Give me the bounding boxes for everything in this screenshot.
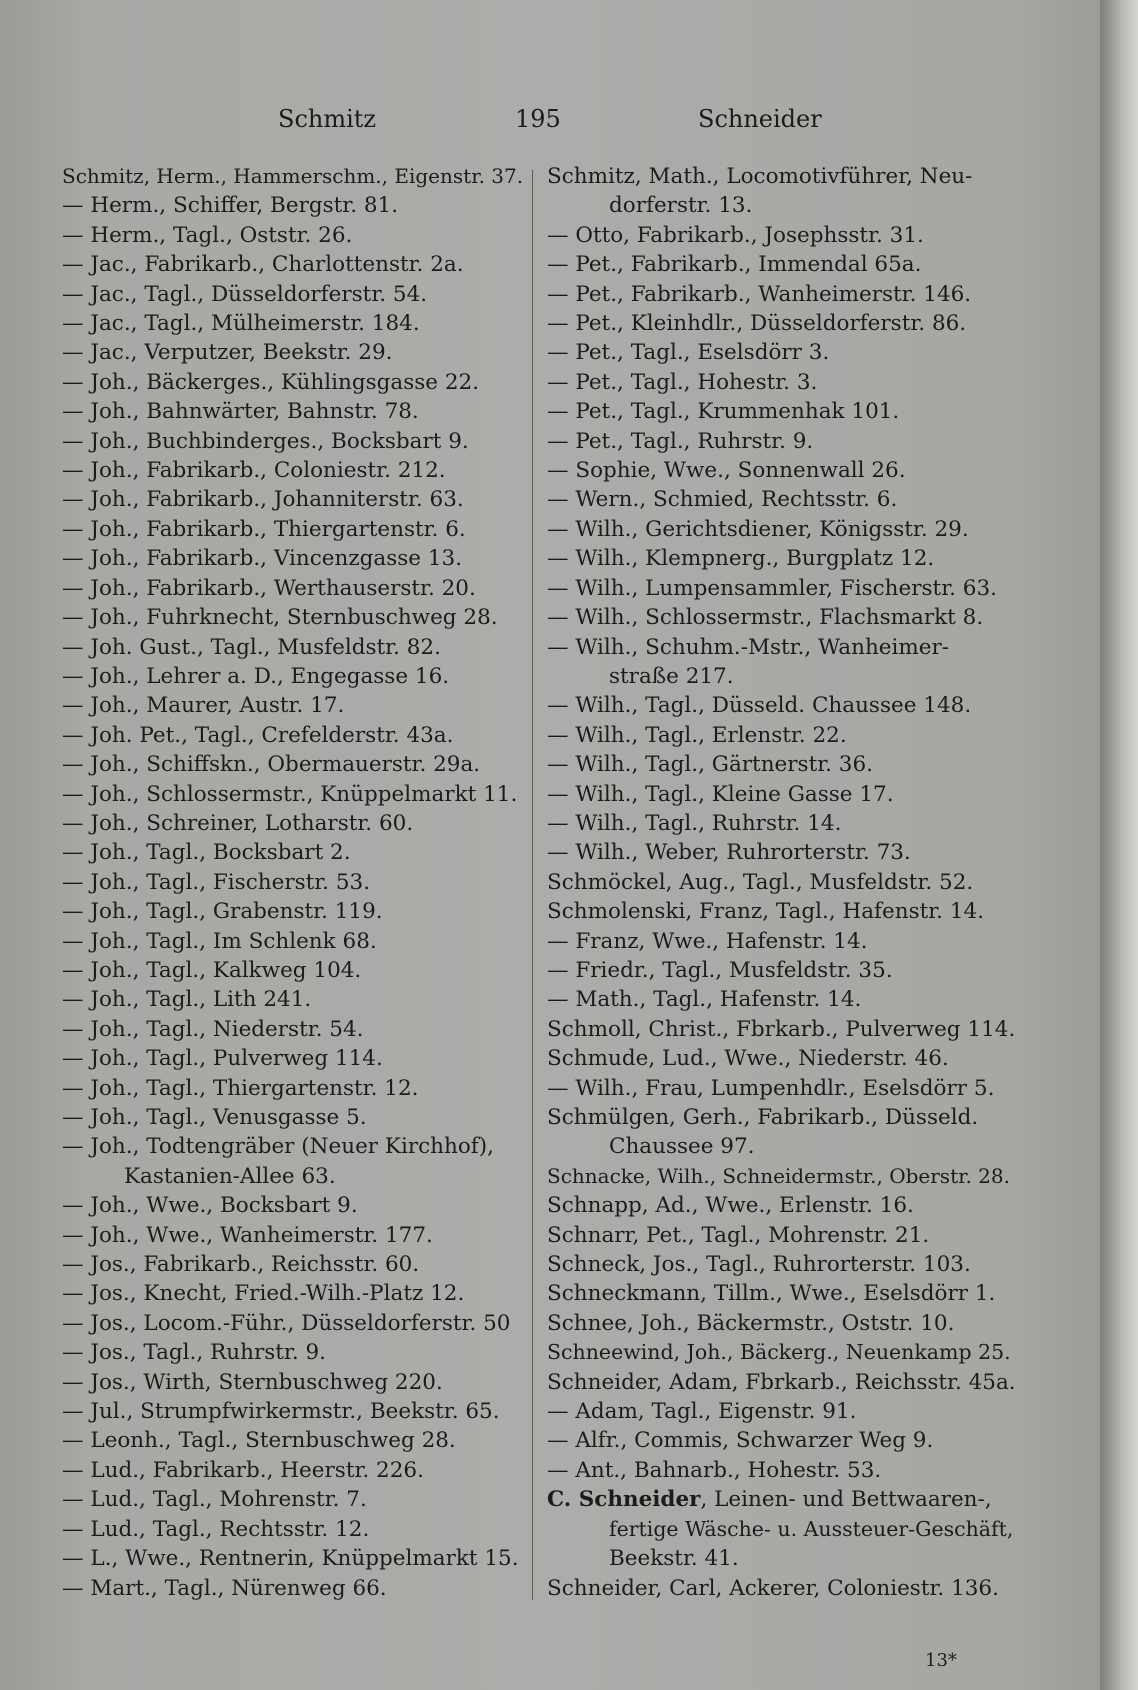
directory-entry: — Lud., Fabrikarb., Heerstr. 226. [62,1457,424,1483]
directory-entry: — Leonh., Tagl., Sternbuschweg 28. [62,1428,456,1454]
directory-entry: — Jos., Tagl., Ruhrstr. 9. [62,1340,326,1366]
directory-entry: — Joh., Tagl., Grabenstr. 119. [62,899,383,925]
directory-entry: — Joh., Fabrikarb., Vincenzgasse 13. [62,546,463,572]
directory-entry: Kastanien-Allee 63. [124,1163,336,1189]
directory-entry: — Jos., Fabrikarb., Reichsstr. 60. [62,1252,420,1278]
directory-entry: — Joh., Schreiner, Lotharstr. 60. [62,810,414,836]
directory-entry: — Jac., Fabrikarb., Charlottenstr. 2a. [62,252,464,278]
directory-entry: — Wilh., Schlossermstr., Flachsmarkt 8. [547,605,984,631]
directory-entry: — Joh. Pet., Tagl., Crefelderstr. 43a. [62,722,454,748]
directory-entry: Schmude, Lud., Wwe., Niederstr. 46. [547,1046,949,1072]
directory-entry: Schnee, Joh., Bäckermstr., Oststr. 10. [547,1310,955,1336]
directory-entry: Schneider, Adam, Fbrkarb., Reichsstr. 45a. [547,1369,1016,1395]
right-column [547,162,1017,1603]
directory-entry: — Wilh., Schuhm.-Mstr., Wanheimer- [547,634,950,660]
directory-entry: — Franz, Wwe., Hafenstr. 14. [547,928,868,954]
directory-entry: — Ant., Bahnarb., Hohestr. 53. [547,1457,882,1483]
directory-entry: — Joh., Tagl., Pulverweg 114. [62,1046,383,1072]
directory-entry: — Sophie, Wwe., Sonnenwall 26. [547,458,906,484]
directory-entry: — Otto, Fabrikarb., Josephsstr. 31. [547,222,924,248]
directory-entry: Schmitz, Herm., Hammerschm., Eigenstr. 37. [62,164,524,188]
directory-entry: — Joh., Tagl., Bocksbart 2. [62,840,351,866]
header-right-catchword: Schneider [698,105,822,133]
directory-entry: Schmitz, Math., Locomotivführer, Neu- [547,164,973,189]
directory-entry: — Herm., Schiffer, Bergstr. 81. [62,193,399,219]
directory-entry: — Adam, Tagl., Eigenstr. 91. [547,1399,857,1425]
directory-entry: Schneck, Jos., Tagl., Ruhrorterstr. 103. [547,1252,971,1278]
directory-entry: — Jul., Strumpfwirkermstr., Beekstr. 65. [62,1399,500,1425]
directory-entry: — Joh., Tagl., Niederstr. 54. [62,1016,364,1042]
page-number: 195 [515,105,561,133]
directory-entry: — Joh., Bahnwärter, Bahnstr. 78. [62,399,419,425]
directory-entry: Schneckmann, Tillm., Wwe., Eselsdörr 1. [547,1281,996,1307]
directory-entry: — Jac., Tagl., Mülheimerstr. 184. [62,311,420,337]
directory-entry: — Wilh., Tagl., Gärtnerstr. 36. [547,752,873,778]
directory-entry: — Wilh., Weber, Ruhrorterstr. 73. [547,840,911,866]
directory-entry: Schnarr, Pet., Tagl., Mohrenstr. 21. [547,1222,930,1248]
directory-entry: — Wilh., Tagl., Kleine Gasse 17. [547,781,894,807]
directory-entry: Chaussee 97. [609,1134,755,1160]
directory-entry: — Pet., Fabrikarb., Immendal 65a. [547,252,922,278]
directory-entry: — Joh., Fabrikarb., Coloniestr. 212. [62,458,446,484]
directory-entry: — Wilh., Klempnerg., Burgplatz 12. [547,546,935,572]
directory-entry: — Jac., Verputzer, Beekstr. 29. [62,340,393,366]
directory-entry: — Joh., Tagl., Im Schlenk 68. [62,928,377,954]
directory-entry: — Pet., Tagl., Eselsdörr 3. [547,340,830,366]
directory-entry: Schneider, Carl, Ackerer, Coloniestr. 136. [547,1575,999,1601]
directory-entry: Beekstr. 41. [609,1546,739,1572]
directory-entry: — Wilh., Tagl., Düsseld. Chaussee 148. [547,693,972,719]
directory-entry: Schmülgen, Gerh., Fabrikarb., Düsseld. [547,1105,979,1130]
column-divider [532,170,533,1600]
directory-entry: — Joh. Gust., Tagl., Musfeldstr. 82. [62,634,441,660]
directory-entry: — Friedr., Tagl., Musfeldstr. 35. [547,957,893,983]
directory-entry: Schneewind, Joh., Bäckerg., Neuenkamp 25. [547,1340,1011,1365]
directory-entry: — Pet., Tagl., Hohestr. 3. [547,369,818,395]
directory-entry: Schnapp, Ad., Wwe., Erlenstr. 16. [547,1193,914,1219]
signature-mark: 13* [925,1650,957,1671]
header-left-catchword: Schmitz [278,105,377,133]
directory-entry: — Wilh., Tagl., Ruhrstr. 14. [547,810,842,836]
directory-entry: — Pet., Fabrikarb., Wanheimerstr. 146. [547,281,972,307]
directory-entry: Schnacke, Wilh., Schneidermstr., Oberstr. 28. [547,1163,1010,1188]
directory-entry: — L., Wwe., Rentnerin, Knüppelmarkt 15. [62,1546,519,1572]
directory-entry: fertige Wäsche- u. Aussteuer-Geschäft, [609,1516,1014,1541]
directory-entry: — Jos., Locom.-Führ., Düsseldorferstr. 50 [62,1310,511,1336]
directory-entry: — Pet., Kleinhdlr., Düsseldorferstr. 86. [547,311,967,337]
directory-entry: — Wern., Schmied, Rechtsstr. 6. [547,487,898,513]
directory-entry: — Joh., Wwe., Bocksbart 9. [62,1193,358,1219]
page-edge [1100,0,1138,1690]
directory-entry: — Wilh., Frau, Lumpenhdlr., Eselsdörr 5. [547,1075,995,1101]
left-column [62,162,532,1603]
directory-entry: — Joh., Fabrikarb., Werthauserstr. 20. [62,575,476,601]
directory-entry: — Joh., Fuhrknecht, Sternbuschweg 28. [62,605,498,631]
directory-entry: — Jos., Knecht, Fried.-Wilh.-Platz 12. [62,1281,465,1307]
directory-entry: — Joh., Buchbinderges., Bocksbart 9. [62,428,469,454]
advertiser-name: C. Schneider [547,1487,701,1513]
directory-entry: — Joh., Schlossermstr., Knüppelmarkt 11. [62,781,518,807]
directory-entry: Schmöckel, Aug., Tagl., Musfeldstr. 52. [547,869,974,895]
directory-entry: — Joh., Fabrikarb., Thiergartenstr. 6. [62,516,466,542]
directory-entry: — Math., Tagl., Hafenstr. 14. [547,987,862,1013]
directory-entry: Schmoll, Christ., Fbrkarb., Pulverweg 114. [547,1016,1016,1042]
directory-entry: — Jac., Tagl., Düsseldorferstr. 54. [62,281,428,307]
directory-entry: — Pet., Tagl., Krummenhak 101. [547,399,900,425]
directory-entry: — Joh., Lehrer a. D., Engegasse 16. [62,663,450,689]
directory-entry: — Mart., Tagl., Nürenweg 66. [62,1575,387,1601]
directory-entry: C. Schneider, Leinen- und Bettwaaren-, [547,1487,992,1513]
directory-entry: — Joh., Tagl., Venusgasse 5. [62,1105,367,1130]
page-header [0,105,1100,145]
directory-entry: — Joh., Tagl., Fischerstr. 53. [62,869,371,895]
directory-entry: — Joh., Fabrikarb., Johanniterstr. 63. [62,487,464,513]
directory-entry: — Joh., Tagl., Thiergartenstr. 12. [62,1075,419,1101]
directory-entry: Schmolenski, Franz, Tagl., Hafenstr. 14. [547,899,985,925]
directory-entry: — Joh., Tagl., Kalkweg 104. [62,957,362,983]
directory-entry: — Wilh., Gerichtsdiener, Königsstr. 29. [547,516,969,542]
directory-entry: — Wilh., Tagl., Erlenstr. 22. [547,722,847,748]
directory-entry: — Wilh., Lumpensammler, Fischerstr. 63. [547,575,997,601]
directory-entry: — Joh., Wwe., Wanheimerstr. 177. [62,1222,433,1248]
directory-entry: — Joh., Bäckerges., Kühlingsgasse 22. [62,369,480,395]
directory-entry: dorferstr. 13. [609,193,753,219]
directory-entry: — Lud., Tagl., Mohrenstr. 7. [62,1487,367,1513]
directory-entry: — Alfr., Commis, Schwarzer Weg 9. [547,1428,934,1454]
directory-entry: — Joh., Maurer, Austr. 17. [62,693,345,719]
directory-entry: straße 217. [609,663,734,689]
directory-entry: — Joh., Schiffskn., Obermauerstr. 29a. [62,752,481,778]
directory-entry: — Lud., Tagl., Rechtsstr. 12. [62,1516,370,1542]
directory-entry: — Joh., Tagl., Lith 241. [62,987,312,1013]
directory-entry: — Jos., Wirth, Sternbuschweg 220. [62,1369,443,1395]
directory-entry: — Pet., Tagl., Ruhrstr. 9. [547,428,814,454]
directory-entry: — Joh., Todtengräber (Neuer Kirchhof), [62,1134,494,1160]
directory-entry: — Herm., Tagl., Oststr. 26. [62,222,353,248]
